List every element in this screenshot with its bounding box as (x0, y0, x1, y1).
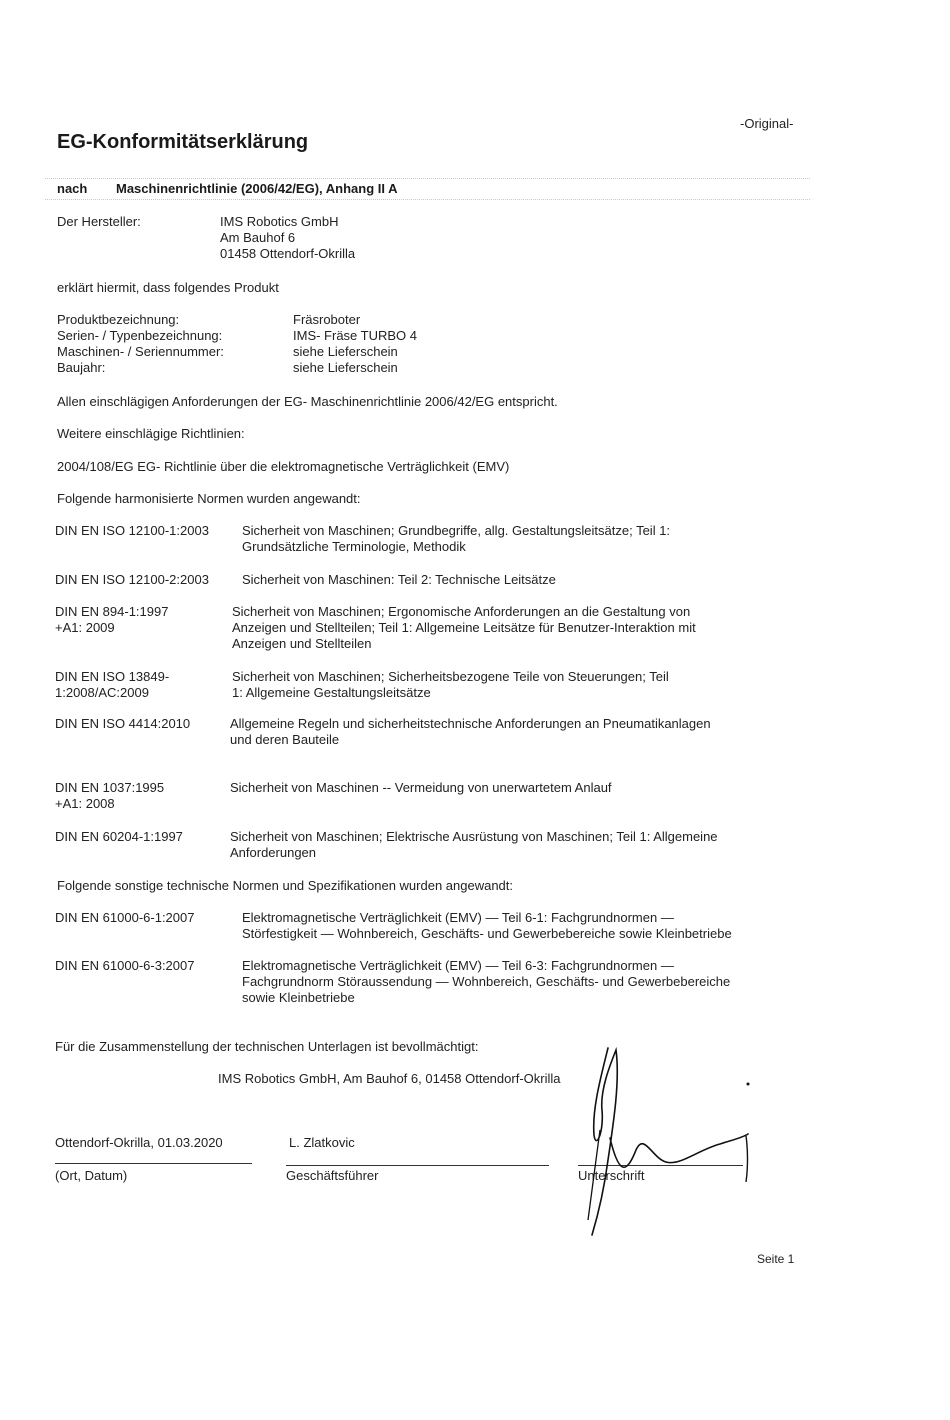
norm-code-line: DIN EN ISO 12100-1:2003 (55, 523, 209, 538)
authorized-label: Für die Zusammenstellung der technischen Unterlagen ist bevollmächtigt: (55, 1039, 479, 1054)
manufacturer-label: Der Hersteller: (57, 214, 141, 229)
norm-description-line: Anforderungen (230, 845, 317, 860)
compliance-statement: Allen einschlägigen Anforderungen der EG- Maschinenrichtlinie 2006/42/EG entspricht. (57, 394, 558, 409)
norm-code-line: +A1: 2009 (55, 620, 115, 635)
norm-code-line: +A1: 2008 (55, 796, 115, 811)
address-line: Am Bauhof 6 (220, 230, 296, 245)
norm-code-line: DIN EN 60204-1:1997 (55, 829, 183, 844)
product-labels (57, 312, 224, 376)
norm-description (242, 910, 732, 942)
norm-description (232, 604, 696, 652)
signature-caption: Unterschrift (578, 1168, 645, 1183)
norm-description-line: Sicherheit von Maschinen; Elektrische Ausrüstung von Maschinen; Teil 1: Allgemeine (230, 829, 718, 844)
page-number: Seite 1 (757, 1252, 795, 1266)
place-date-rule (55, 1163, 252, 1164)
norm-code (55, 780, 245, 812)
norm-description (230, 780, 612, 796)
subtitle-prefix: nach (57, 181, 88, 196)
signatory-name: L. Zlatkovic (289, 1135, 355, 1150)
norm-code (55, 572, 245, 588)
norm-code (55, 669, 245, 701)
norm-description-line: Elektromagnetische Verträglichkeit (EMV) — Teil 6-3: Fachgrundnormen — (242, 958, 674, 973)
norm-code (55, 523, 245, 539)
norm-code-line: DIN EN ISO 13849- (55, 669, 170, 684)
norm-code (55, 910, 245, 926)
norm-description (230, 829, 718, 861)
page-title: EG-Konformitätserklärung (57, 131, 309, 153)
product-value: IMS- Fräse TURBO 4 (293, 328, 418, 343)
harmonised-label: Folgende harmonisierte Normen wurden angewandt: (57, 491, 361, 506)
original-label: -Original- (740, 116, 794, 131)
norm-description-line: Sicherheit von Maschinen; Grundbegriffe, allg. Gestaltungsleitsätze; Teil 1: (242, 523, 671, 538)
signatory-caption: Geschäftsführer (286, 1168, 379, 1183)
norm-code (55, 716, 245, 732)
norm-code-line: DIN EN ISO 12100-2:2003 (55, 572, 209, 587)
product-value: siehe Lieferschein (293, 360, 398, 375)
place-date-caption: (Ort, Datum) (55, 1168, 128, 1183)
norm-description-line: 1: Allgemeine Gestaltungsleitsätze (232, 685, 431, 700)
product-value: siehe Lieferschein (293, 344, 398, 359)
norm-description (232, 669, 669, 701)
dotted-divider-bottom (45, 199, 810, 200)
further-directives-label: Weitere einschlägige Richtlinien: (57, 426, 245, 441)
norm-code-line: DIN EN 894-1:1997 (55, 604, 169, 619)
subtitle: Maschinenrichtlinie (2006/42/EG), Anhang II A (116, 181, 398, 196)
norm-code-line: DIN EN ISO 4414:2010 (55, 716, 191, 731)
norm-description (242, 523, 670, 555)
norm-description-line: Sicherheit von Maschinen -- Vermeidung von unerwartetem Anlauf (230, 780, 612, 795)
norm-code-line: DIN EN 61000-6-3:2007 (55, 958, 195, 973)
norm-description (230, 716, 711, 748)
product-label: Serien- / Typenbezeichnung: (57, 328, 223, 343)
place-date: Ottendorf-Okrilla, 01.03.2020 (55, 1135, 223, 1150)
product-label: Baujahr: (57, 360, 106, 375)
norm-description-line: Allgemeine Regeln und sicherheitstechnische Anforderungen an Pneumatikanlagen (230, 716, 711, 731)
norm-description-line: Sicherheit von Maschinen; Sicherheitsbezogene Teile von Steuerungen; Teil (232, 669, 669, 684)
norm-description-line: Anzeigen und Stellteilen; Teil 1: Allgemeine Leitsätze für Benutzer-Interaktion mit (232, 620, 696, 635)
product-value: Fräsroboter (293, 312, 361, 327)
address-line: IMS Robotics GmbH (220, 214, 339, 229)
other-norms-label: Folgende sonstige technische Normen und Spezifikationen wurden angewandt: (57, 878, 514, 893)
product-label: Maschinen- / Seriennummer: (57, 344, 224, 359)
norm-description-line: und deren Bauteile (230, 732, 340, 747)
handwritten-signature (570, 1040, 760, 1240)
further-directive: 2004/108/EG EG- Richtlinie über die elektromagnetische Verträglichkeit (EMV) (57, 459, 510, 474)
product-label: Produktbezeichnung: (57, 312, 180, 327)
address-line: 01458 Ottendorf-Okrilla (220, 246, 356, 261)
declaration-intro: erklärt hiermit, dass folgendes Produkt (57, 280, 279, 295)
norm-description-line: Anzeigen und Stellteilen (232, 636, 372, 651)
norm-description (242, 572, 556, 588)
norm-code-line: 1:2008/AC:2009 (55, 685, 149, 700)
norm-code-line: DIN EN 1037:1995 (55, 780, 165, 795)
signatory-rule (286, 1165, 549, 1166)
norm-description-line: Fachgrundnorm Störaussendung — Wohnbereich, Geschäfts- und Gewerbebereiche (242, 974, 731, 989)
norm-description-line: Störfestigkeit — Wohnbereich, Geschäfts- und Gewerbebereiche sowie Kleinbetriebe (242, 926, 732, 941)
norm-code (55, 829, 245, 845)
norm-code-line: DIN EN 61000-6-1:2007 (55, 910, 195, 925)
product-values (293, 312, 417, 376)
norm-description (242, 958, 730, 1006)
norm-description-line: Sicherheit von Maschinen: Teil 2: Technische Leitsätze (242, 572, 556, 587)
norm-description-line: Grundsätzliche Terminologie, Methodik (242, 539, 466, 554)
authorized-address: IMS Robotics GmbH, Am Bauhof 6, 01458 Ottendorf-Okrilla (218, 1071, 561, 1086)
norm-description-line: Elektromagnetische Verträglichkeit (EMV) — Teil 6-1: Fachgrundnormen — (242, 910, 674, 925)
norm-code (55, 958, 245, 974)
norm-code (55, 604, 245, 636)
manufacturer-address (220, 214, 355, 262)
dotted-divider-top (45, 178, 810, 179)
norm-description-line: Sicherheit von Maschinen; Ergonomische Anforderungen an die Gestaltung von (232, 604, 691, 619)
norm-description-line: sowie Kleinbetriebe (242, 990, 355, 1005)
